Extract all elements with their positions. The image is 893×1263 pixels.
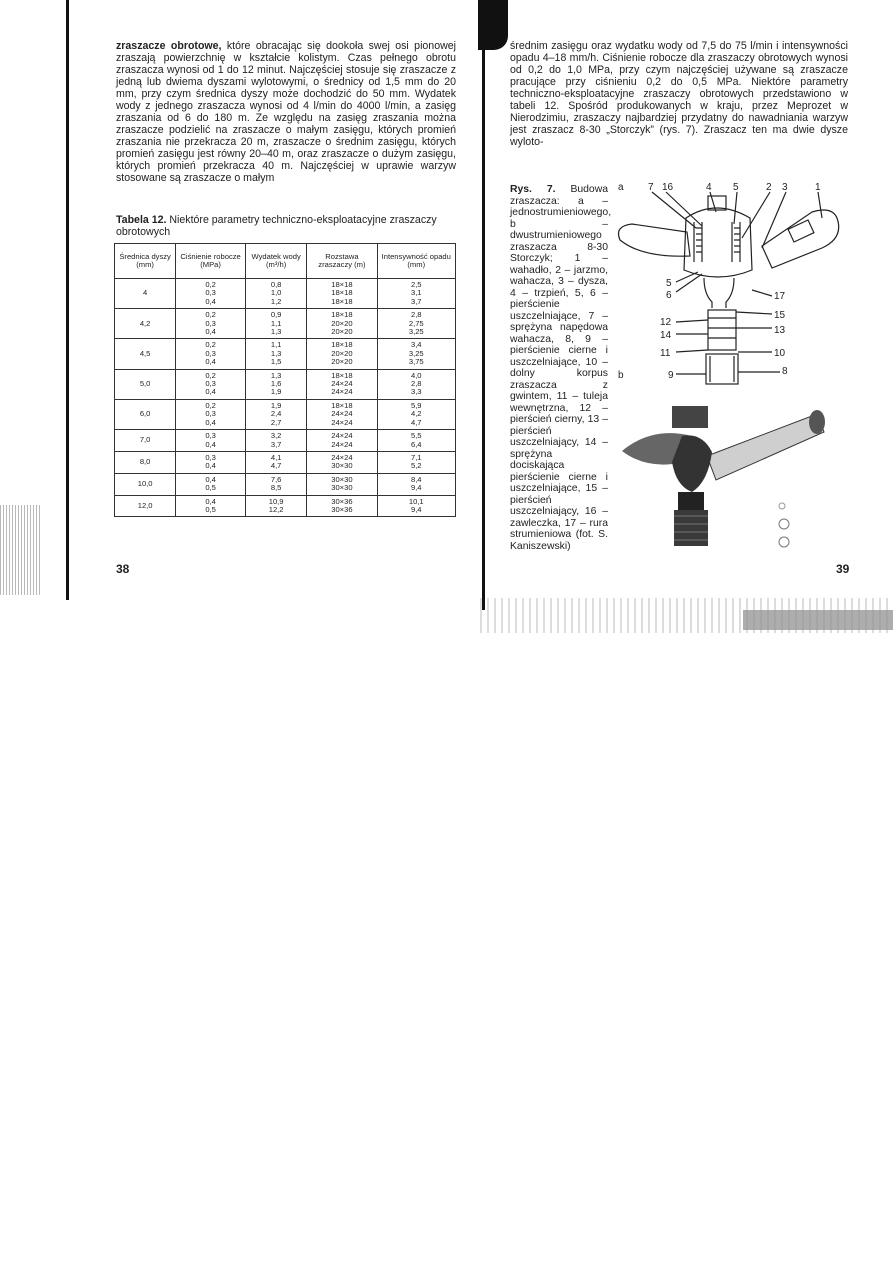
cell-value: 2,5 [410,280,422,289]
cell-value: 3,7 [270,439,282,449]
cell-value: 1,3 [270,327,282,337]
table-cell [307,339,377,369]
callout-number: 3 [782,182,788,193]
table-cell [377,430,455,452]
table-cell [245,279,306,309]
cell-value: 0,2 [205,310,216,320]
cell-value: 2,4 [270,409,282,419]
header-cell: Wydatek wody (m³/h) [245,244,306,279]
cell-value: 8,5 [270,483,282,493]
cell-value: 1,0 [270,288,282,298]
cell-value: 30×30 [331,483,353,493]
cell-value: 0,3 [205,348,216,358]
nozzle-diameter-cell: 7,0 [115,430,176,452]
header-cell: Średnica dyszy (mm) [115,244,176,279]
table-cell [377,451,455,473]
table-cell [176,369,246,399]
cell-value: 0,3 [205,288,216,298]
cell-value: 30×36 [331,496,353,506]
callout-numbers-right [774,291,788,377]
cell-value: 24×24 [331,417,353,427]
callout-number: 17 [774,291,786,302]
table-row [115,495,456,517]
table-cell [245,495,306,517]
cell-value: 30×36 [331,504,353,514]
table-row [115,473,456,495]
nozzle-diameter-cell: 10,0 [115,473,176,495]
table-cell [377,309,455,339]
paragraph-body: które obracając się dookoła swej osi pionowej zraszają powierzchnię w kształcie kolistym. Czas pełnego obrotu zraszacza wynosi od 1 do 12 minut. Najczęściej stosuje się zraszacze z jedną lub dwiema dyszami wylotowymi, o średnicy od 1,5 mm do 20 mm, przy czym średnica dyszy może dochodzić do 50 mm. Wydatek wody z jednego zraszacza wynosi od 4 l/min do 4000 l/min, a zasięg zraszania od 6 do 180 m. Ze względu na zasięg zraszania można zraszacze podzielić na zraszacze o małym zasięgu, których promień zraszania nie przekracza 20 m, zraszacze o średnim zasięgu, których promień zasięgu jest równy 20–40 m, oraz zraszacze o dużym zasięgu, których promień przekracza 40 m. Najczęściej w uprawie warzyw stosowane są zraszacze o małym [116,40,456,184]
cell-value: 0,2 [205,370,216,380]
table-cell [377,399,455,429]
cell-value: 0,4 [205,387,216,397]
table-cell [245,339,306,369]
cell-value: 20×20 [331,348,353,358]
cell-value: 0,3 [205,379,216,389]
cell-value: 7,6 [270,474,282,484]
callout-numbers-left [660,278,674,381]
cell-value: 0,5 [205,483,216,493]
cell-value: 24×24 [331,452,353,462]
nozzle-diameter-cell: 6,0 [115,399,176,429]
header-cell: Rozstawa zraszaczy (m) [307,244,377,279]
cell-value: 0,2 [205,280,216,289]
table-cell [307,279,377,309]
table-cell [245,369,306,399]
cell-value: 6,4 [410,439,422,449]
cell-value: 20×20 [331,327,353,337]
cell-value: 5,5 [410,431,422,441]
figure-caption-label: Rys. 7. [510,184,556,195]
table-cell [307,399,377,429]
cell-value: 4,7 [270,461,282,471]
table-cell [176,399,246,429]
cell-value: 10,9 [268,496,284,506]
cell-value: 2,75 [408,318,424,328]
cell-value: 3,1 [410,288,422,298]
cell-value: 18×18 [331,370,353,380]
table-cell [245,309,306,339]
cell-value: 3,2 [270,431,282,441]
table-cell [176,473,246,495]
cell-value: 0,4 [205,474,216,484]
cell-value: 0,2 [205,340,216,350]
table-row [115,279,456,309]
figure-caption-text: Budowa zraszacza: a – jednostrumieniowego, b – dwustrumieniowego zraszacza 8-30 Storczyk; 1 – wahadło, 2 – jarzmo, wahacza, 3 – dysza, 4 – trzpień, 5, 6 – pierścienie uszczelniające, 7 – sprężyna napędowa wahacza, 8, 9 – pierścienie cierne i uszczelniające, 10 – dolny korpus zraszacza z gwintem, 11 – tuleja wewnętrzna, 12 – pierścień cierny, 13 – pierścień uszczelniający, 14 – sprężyna dociskająca pierścienie cierne i uszczelniające, 15 – pierścień uszczelniający, 16 – zawleczka, 17 – rura strumieniowa (fot. S. Kaniszewski) [510,184,612,552]
cell-value: 0,5 [205,504,216,514]
cell-value: 0,3 [205,431,216,441]
cell-value: 3,7 [410,296,422,306]
table-row [115,430,456,452]
cell-value: 4,7 [410,417,422,427]
cell-value: 0,4 [205,296,216,306]
cell-value: 0,4 [205,417,216,427]
nozzle-diameter-cell: 8,0 [115,451,176,473]
cell-value: 7,1 [410,452,422,462]
cell-value: 20×20 [331,357,353,367]
cell-value: 1,9 [270,387,282,397]
cell-value: 1,2 [270,296,282,306]
cell-value: 4,1 [270,452,282,462]
cell-value: 4,2 [410,409,422,419]
cell-value: 3,3 [410,387,422,397]
cell-value: 30×30 [331,474,353,484]
cell-value: 2,7 [270,417,282,427]
figure-label-a: a [618,182,624,193]
left-page-paragraph [116,40,456,184]
cell-value: 0,4 [205,496,216,506]
callout-number: 11 [660,348,671,359]
cell-value: 24×24 [331,439,353,449]
table-cell [377,369,455,399]
table-cell [377,495,455,517]
cell-value: 5,9 [410,400,422,410]
cell-value: 0,3 [205,409,216,419]
header-cell: Intensywność opadu (mm) [377,244,455,279]
callout-number: 2 [766,182,772,193]
cell-value: 1,1 [270,340,282,350]
callout-number: 12 [660,317,672,328]
cell-value: 10,1 [408,496,424,506]
table-cell [377,339,455,369]
cell-value: 12,2 [268,504,284,514]
cell-value: 3,25 [408,348,424,358]
callout-number: 16 [662,182,674,193]
table-row [115,369,456,399]
table-row [115,399,456,429]
cell-value: 2,8 [410,310,422,320]
cell-value: 24×24 [331,387,353,397]
page-number-left: 38 [116,562,130,576]
nozzle-diameter-cell: 4,2 [115,309,176,339]
cell-value: 0,2 [205,400,216,410]
right-page-paragraph: średnim zasięgu oraz wydatku wody od 7,5 do 75 l/min i intensywności opadu 4–18 mm/h. Ciśnienie robocze dla zraszaczy obrotowych wynosi od 0,2 do 1,0 MPa, przy czym najczęściej używane są zraszacze pracujące przy ciśnieniu 0,2 do 0,5 MPa. Niektóre parametry techniczno-eksploatacyjne zraszaczy obrotowych przedstawiono w tabeli 12. Spośród produkowanych w kraju, przez Meprozet w Nierodzimiu, zraszaczy najbardziej przydatny do nawadniania warzyw jest zraszacz 8-30 „Storczyk” (rys. 7). Zraszacz ten ma dwie dysze wyloto- [510,40,848,148]
table-cell [377,473,455,495]
table-row [115,451,456,473]
cell-value: 0,4 [205,461,216,471]
table-body [115,279,456,517]
callout-number: 13 [774,325,786,336]
cell-value: 2,8 [410,379,422,389]
cell-value: 8,4 [410,474,422,484]
table-cell [245,451,306,473]
header-cell: Ciśnienie robocze (MPa) [176,244,246,279]
figure-caption [510,184,612,552]
table-cell [176,430,246,452]
scan-binding-edge-left [0,0,70,600]
table-cell [307,430,377,452]
scan-noise-strip [480,598,893,633]
cell-value: 18×18 [331,280,353,289]
nozzle-diameter-cell: 4 [115,279,176,309]
table-cell [176,495,246,517]
table-cell [245,430,306,452]
cell-value: 3,75 [408,357,424,367]
callout-number: 15 [774,310,786,321]
table-cell [176,279,246,309]
callout-number: 5 [733,182,739,193]
cell-value: 18×18 [331,310,353,320]
table-cell [245,473,306,495]
nozzle-diameter-cell: 5,0 [115,369,176,399]
callout-number: 7 [648,182,654,193]
sprinkler-drawing [619,192,839,384]
cell-value: 0,4 [205,327,216,337]
cell-value: 0,4 [205,439,216,449]
cell-value: 9,4 [410,483,422,493]
table-cell [377,279,455,309]
callout-number: 1 [815,182,821,193]
cell-value: 5,2 [410,461,422,471]
figure-label-b: b [618,370,624,381]
table-row [115,339,456,369]
table-cell [307,495,377,517]
cell-value: 0,8 [270,280,282,289]
table-caption [116,214,456,238]
cell-value: 20×20 [331,318,353,328]
parameters-table [114,243,456,517]
cell-value: 1,3 [270,348,282,358]
cell-value: 24×24 [331,431,353,441]
table-caption-label: Tabela 12. [116,214,167,226]
cell-value: 3,4 [410,340,422,350]
cell-value: 0,3 [205,318,216,328]
cell-value: 1,6 [270,379,282,389]
cell-value: 4,0 [410,370,422,380]
table-cell [176,451,246,473]
cell-value: 18×18 [331,400,353,410]
table-caption-text: Niektóre parametry techniczno-eksploatacyjne zraszaczy obrotowych [116,214,437,238]
callout-number: 4 [706,182,712,193]
cell-value: 18×18 [331,340,353,350]
table-cell [176,339,246,369]
table-cell [307,309,377,339]
table-cell [307,369,377,399]
cell-value: 18×18 [331,296,353,306]
cell-value: 1,5 [270,357,282,367]
cell-value: 18×18 [331,288,353,298]
cell-value: 0,9 [270,310,282,320]
cell-value: 24×24 [331,379,353,389]
lead-term: zraszacze obrotowe, [116,40,222,52]
cell-value: 0,3 [205,452,216,462]
table-row [115,309,456,339]
table-cell [176,309,246,339]
cell-value: 1,9 [270,400,282,410]
cell-value: 3,25 [408,327,424,337]
callout-number: 9 [668,370,674,381]
table-header-row [115,244,456,279]
callout-numbers-top [648,182,821,193]
cell-value: 30×30 [331,461,353,471]
table-cell [307,451,377,473]
nozzle-diameter-cell: 4,5 [115,339,176,369]
sprinkler-diagram [612,178,844,398]
page-number-right: 39 [836,562,850,576]
callout-number: 6 [666,290,672,301]
cell-value: 0,4 [205,357,216,367]
table-cell [307,473,377,495]
cell-value: 9,4 [410,504,422,514]
callout-number: 8 [782,366,788,377]
cell-value: 24×24 [331,409,353,419]
sprinkler-photo [612,370,844,571]
cell-value: 1,3 [270,370,282,380]
book-gutter-shadow [478,0,508,612]
nozzle-diameter-cell: 12,0 [115,495,176,517]
callout-number: 10 [774,348,786,359]
cell-value: 1,1 [270,318,282,328]
callout-number: 14 [660,330,672,341]
table-cell [245,399,306,429]
callout-number: 5 [666,278,672,289]
